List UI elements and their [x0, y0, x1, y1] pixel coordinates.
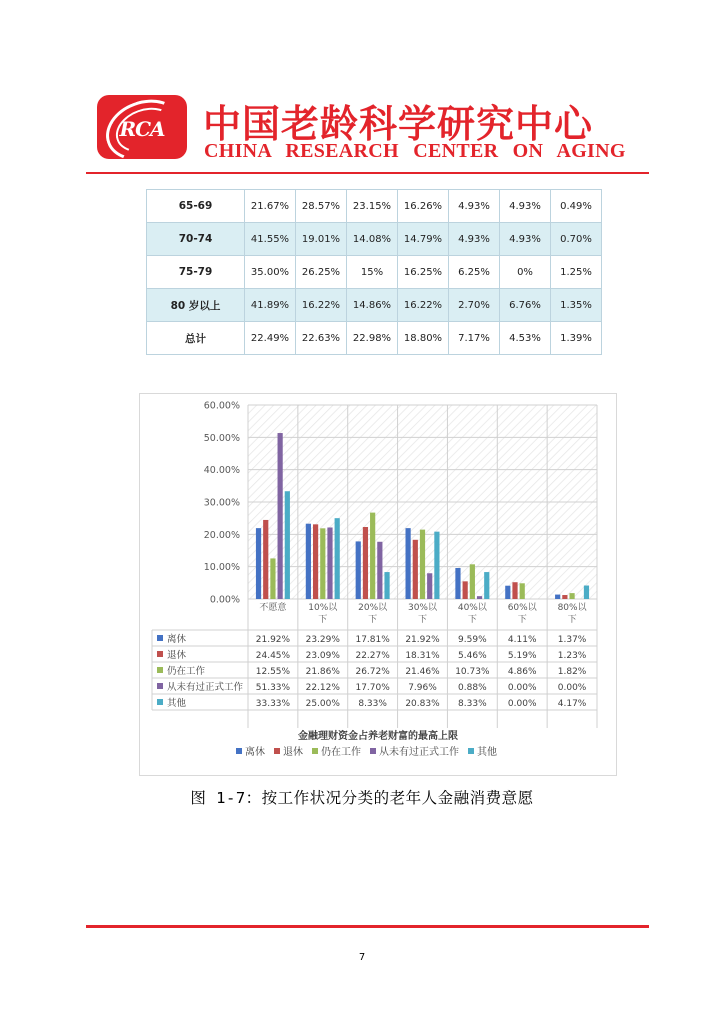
table-cell: 0.49%	[551, 190, 602, 223]
data-table-value: 23.09%	[305, 651, 340, 661]
table-row	[147, 322, 602, 355]
table-cell: 0.70%	[551, 223, 602, 256]
data-table-value: 22.12%	[305, 683, 340, 693]
data-table-value: 4.11%	[507, 635, 537, 645]
data-table-value: 0.88%	[458, 683, 487, 693]
table-cell: 4.93%	[449, 190, 500, 223]
row-label: 65-69	[147, 190, 245, 223]
table-cell: 2.70%	[449, 289, 500, 322]
data-table-value: 24.45%	[255, 651, 291, 661]
data-table-value: 1.37%	[557, 635, 587, 645]
data-table-value: 4.86%	[507, 667, 537, 677]
bar-3-1	[327, 527, 332, 599]
table-cell: 7.17%	[449, 322, 500, 355]
header-rule	[86, 172, 649, 174]
table-cell: 41.89%	[245, 289, 296, 322]
data-table-value: 12.55%	[255, 667, 291, 677]
table-cell: 4.93%	[500, 190, 551, 223]
legend-swatch	[274, 748, 280, 754]
rca-logo	[97, 95, 187, 159]
data-table-value: 1.23%	[557, 651, 587, 661]
table-cell: 18.80%	[398, 322, 449, 355]
logo-text: RCA	[119, 117, 165, 141]
legend-swatch	[236, 748, 242, 754]
table-row	[147, 190, 602, 223]
org-name-en: CHINA RESEARCH CENTER ON AGING	[204, 140, 626, 162]
data-table-value: 5.19%	[507, 651, 537, 661]
table-cell: 23.15%	[347, 190, 398, 223]
table-cell: 15%	[347, 256, 398, 289]
data-table-value: 4.17%	[557, 699, 587, 709]
y-tick-label: 30.00%	[203, 497, 240, 509]
chart-title: 金融理财资金占养老财富的最高上限	[298, 731, 458, 742]
y-tick-label: 40.00%	[203, 465, 240, 477]
bar-3-0	[278, 433, 283, 599]
data-table-value: 8.33%	[358, 699, 387, 709]
data-table-value: 21.92%	[405, 635, 440, 645]
legend-label: 其他	[477, 747, 497, 758]
footer-rule	[86, 925, 649, 928]
data-table-value: 10.73%	[455, 667, 490, 677]
x-tick-label: 30%以下	[407, 603, 438, 625]
row-label: 80 岁以上	[147, 289, 245, 322]
chart-frame	[139, 393, 617, 776]
legend-key	[157, 651, 163, 657]
table-cell: 4.93%	[449, 223, 500, 256]
data-table-value: 18.31%	[405, 651, 440, 661]
y-tick-label: 50.00%	[203, 432, 240, 444]
table-cell: 6.25%	[449, 256, 500, 289]
bar-4-4	[484, 572, 489, 599]
org-name-cn: 中国老龄科学研究中心	[203, 101, 594, 146]
legend-swatch	[370, 748, 376, 754]
y-tick-label: 0.00%	[209, 594, 240, 606]
table-cell: 21.67%	[245, 190, 296, 223]
table-cell: 26.25%	[296, 256, 347, 289]
data-table-value: 7.96%	[408, 683, 437, 693]
x-tick-label: 10%以下	[308, 603, 338, 625]
data-table-value: 9.59%	[458, 635, 487, 645]
table-cell: 4.93%	[500, 223, 551, 256]
bar-0-1	[306, 524, 311, 599]
y-tick-label: 60.00%	[203, 400, 240, 412]
bar-1-6	[562, 595, 567, 599]
data-table-value: 51.33%	[255, 683, 291, 693]
legend-label: 退休	[283, 747, 303, 758]
legend-key	[157, 683, 163, 689]
data-table-value: 5.46%	[458, 651, 487, 661]
table-cell: 16.22%	[296, 289, 347, 322]
data-table-value: 17.81%	[355, 635, 390, 645]
bar-4-0	[285, 491, 290, 599]
row-label: 70-74	[147, 223, 245, 256]
table-row	[147, 289, 602, 322]
legend-swatch	[312, 748, 318, 754]
table-cell: 14.08%	[347, 223, 398, 256]
bar-2-3	[420, 530, 425, 599]
data-table-value: 17.70%	[355, 683, 390, 693]
table-cell: 19.01%	[296, 223, 347, 256]
bar-1-2	[363, 527, 368, 599]
bar-2-0	[270, 558, 275, 599]
table-cell: 1.25%	[551, 256, 602, 289]
table-cell: 41.55%	[245, 223, 296, 256]
data-table-value: 33.33%	[255, 699, 291, 709]
row-label: 总计	[147, 322, 245, 355]
bar-0-6	[555, 595, 560, 599]
table-cell: 22.49%	[245, 322, 296, 355]
bar-2-6	[569, 593, 574, 599]
bar-1-1	[313, 524, 318, 599]
data-table-series-name: 仍在工作	[167, 666, 206, 677]
bar-1-3	[413, 540, 418, 599]
table-cell: 6.76%	[500, 289, 551, 322]
table-row	[147, 223, 602, 256]
bar-2-1	[320, 528, 325, 599]
data-table-value: 20.83%	[405, 699, 440, 709]
bar-3-3	[427, 573, 432, 599]
table-cell: 14.86%	[347, 289, 398, 322]
x-tick-label: 40%以下	[457, 603, 487, 625]
bar-0-2	[356, 541, 361, 599]
table-cell: 14.79%	[398, 223, 449, 256]
y-tick-label: 20.00%	[203, 529, 240, 541]
bar-4-2	[384, 572, 389, 599]
legend-label: 从未有过正式工作	[379, 747, 459, 758]
table-cell: 28.57%	[296, 190, 347, 223]
data-table-value: 26.72%	[355, 667, 390, 677]
bar-1-5	[512, 582, 517, 599]
legend-swatch	[468, 748, 474, 754]
y-tick-label: 10.00%	[203, 562, 240, 574]
bar-1-4	[463, 581, 468, 599]
page-number: 7	[358, 952, 366, 963]
bar-1-0	[263, 520, 268, 599]
bar-4-6	[584, 586, 589, 599]
bar-0-0	[256, 528, 261, 599]
bar-0-3	[406, 528, 411, 599]
x-tick-label: 80%以下	[557, 603, 587, 625]
table-cell: 16.22%	[398, 289, 449, 322]
table-row	[147, 256, 602, 289]
data-table-value: 0.00%	[507, 699, 537, 709]
data-table-value: 21.46%	[405, 667, 440, 677]
bar-0-5	[505, 586, 510, 599]
bar-4-3	[434, 532, 439, 599]
x-tick-label: 20%以下	[358, 603, 388, 625]
table-cell: 16.26%	[398, 190, 449, 223]
data-table-series-name: 从未有过正式工作	[167, 682, 244, 693]
table-cell: 4.53%	[500, 322, 551, 355]
table-cell: 1.39%	[551, 322, 602, 355]
bar-2-5	[520, 583, 525, 599]
bar-2-4	[470, 564, 475, 599]
data-table-value: 0.00%	[507, 683, 537, 693]
data-table-series-name: 其他	[167, 698, 187, 709]
data-table-value: 1.82%	[557, 667, 587, 677]
table-cell: 22.63%	[296, 322, 347, 355]
table-cell: 35.00%	[245, 256, 296, 289]
row-label: 75-79	[147, 256, 245, 289]
table-cell: 22.98%	[347, 322, 398, 355]
data-table-value: 22.27%	[355, 651, 390, 661]
bar-2-2	[370, 513, 375, 599]
legend-key	[157, 635, 163, 641]
data-table-value: 8.33%	[458, 699, 487, 709]
bar-0-4	[455, 568, 460, 599]
data-table-series-name: 退休	[167, 650, 187, 661]
legend-label: 离休	[245, 747, 265, 758]
legend-key	[157, 699, 163, 705]
data-table-value: 23.29%	[305, 635, 340, 645]
x-tick-label: 不愿意	[259, 603, 287, 613]
bar-3-4	[477, 596, 482, 599]
legend-label: 仍在工作	[321, 747, 361, 758]
data-table-value: 21.92%	[255, 635, 291, 645]
table-cell: 1.35%	[551, 289, 602, 322]
bar-4-1	[335, 518, 340, 599]
bar-chart	[140, 394, 616, 775]
figure-caption: 图 1-7：按工作状况分类的老年人金融消费意愿	[190, 789, 534, 807]
data-table-value: 21.86%	[305, 667, 340, 677]
x-tick-label: 60%以下	[507, 603, 537, 625]
data-table-series-name: 离休	[167, 634, 187, 645]
bar-3-2	[377, 542, 382, 599]
table-cell: 0%	[500, 256, 551, 289]
data-table-value: 0.00%	[557, 683, 587, 693]
legend-key	[157, 667, 163, 673]
data-table-value: 25.00%	[305, 699, 340, 709]
table-cell: 16.25%	[398, 256, 449, 289]
age-group-table	[146, 189, 602, 355]
